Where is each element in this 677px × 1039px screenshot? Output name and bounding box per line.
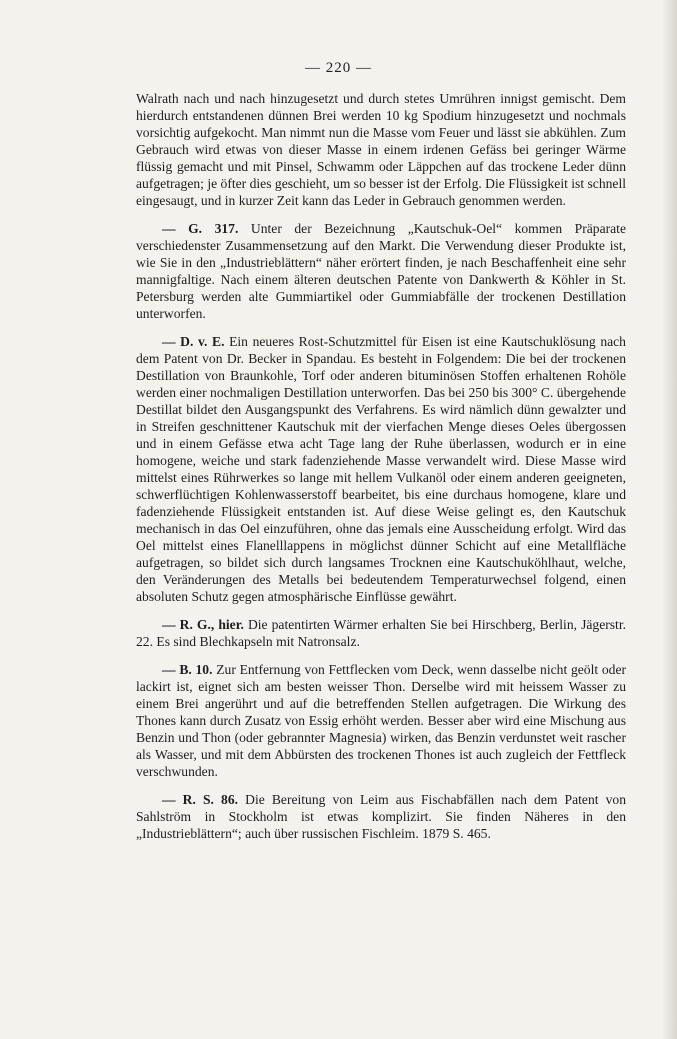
paragraph-b10 [136, 661, 626, 780]
page-edge-shadow [663, 0, 677, 1039]
paragraph-walrath [136, 90, 626, 209]
query-sigla: — B. 10. [162, 662, 213, 677]
paragraph-rg [136, 616, 626, 650]
paragraph-rs86 [136, 791, 626, 842]
paragraph-g317 [136, 220, 626, 322]
paragraph-text: Walrath nach und nach hinzugesetzt und durch stetes Umrühren innigst gemischt. Dem hierdurch entstandenen dünnen Brei werden 10 kg Spodium hinzugesetzt und nochmals vorsichtig aufgekocht. Man nimmt nun die Masse vom Feuer und lässt sie abkühlen. Zum Gebrauch wird etwas von dieser Masse in einem irdenen Gefäss bei geringer Wärme flüssig gemacht und mit Pinsel, Schwamm oder Läppchen auf das trockene Leder dünn aufgetragen; je öfter dies geschieht, um so besser ist der Erfolg. Die Flüssigkeit ist schnell eingesaugt, und in kurzer Zeit kann das Leder in Gebrauch genommen werden. [136, 91, 627, 208]
query-sigla: — R. G., hier. [162, 617, 244, 632]
query-sigla: — R. S. 86. [162, 792, 239, 807]
page-number: — 220 — [305, 60, 372, 76]
query-sigla: — G. 317. [162, 221, 239, 236]
paragraph-text: Unter der Bezeichnung „Kautschuk-Oel“ kommen Präparate verschiedenster Zusammensetzung auf den Markt. Die Verwendung dieser Produkte ist, wie Sie in den „Industrieblättern“ näher erörtert finden, je nach Beschaffenheit eine sehr mannigfaltige. Nach einem älteren deutschen Patente von Dankwerth & Köhler in St. Petersburg werden alte Gummiartikel oder Gummiabfälle der trockenen Destillation unterworfen. [136, 221, 626, 321]
paragraph-text: Ein neueres Rost-Schutzmittel für Eisen ist eine Kautschuklösung nach dem Patent von Dr. Becker in Spandau. Es besteht in Folgendem: Die bei der trockenen Destillation von Braunkohle, Torf oder anderen bituminösen Stoffen erhaltenen Rohöle werden einer nochmaligen Destillation unterworfen. Das bei 250 bis 300° C. übergehende Destillat bildet den Ausgangspunkt des Verfahrens. Es wird nämlich dünn gewalzter und in Streifen geschnittener Kautschuk mit der vierfachen Menge dieses Oeles übergossen und in einem Gefässe etwa acht Tage lang der Ruhe überlassen, wodurch er in eine homogene, weiche und stark fadenziehende Masse verwandelt wird. Diese Masse wird mittelst eines Rührwerkes so lange mit hellem Vulkanöl oder einem anderen geeigneten, schwerflüchtigen Kohlenwasserstoff bearbeitet, bis eine durchaus homogene, klare und fadenziehende Flüssigkeit entstanden ist. Auf diese Weise gelingt es, den Kautschuk mechanisch in das Oel einzuführen, ohne das jemals eine Ausscheidung erfolgt. Wird das Oel mittelst eines Flanelllappens in möglichst dünner Schicht auf eine Metallfläche aufgetragen, so bildet sich durch langsames Trocknen eine Kautschuköhlhaut, welche, den Veränderungen des Metalls bei bedeutendem Temperaturwechsel folgend, einen absoluten Schutz gegen atmosphärische Einflüsse gewährt. [136, 334, 626, 604]
query-sigla: — D. v. E. [162, 334, 225, 349]
paragraph-dve [136, 333, 626, 605]
paragraph-text: Zur Entfernung von Fettflecken vom Deck, wenn dasselbe nicht geölt oder lackirt ist, eignet sich am besten weisser Thon. Derselbe wird mit heissem Wasser zu einem Brei angerührt und auf die betreffenden Stellen aufgetragen. Die Wirkung des Thones kann durch Zusatz von Essig erhöht werden. Besser aber wird eine Mischung aus Benzin und Thon (oder gebrannter Magnesia) wirken, das Benzin verdunstet weit rascher als Wasser, und mit dem Abbürsten des trockenen Thones ist auch zugleich der Fettfleck verschwunden. [136, 662, 627, 779]
paragraph-text: Die patentirten Wärmer erhalten Sie bei Hirschberg, Berlin, Jägerstr. 22. Es sind Blechkapseln mit Natronsalz. [136, 617, 626, 649]
body-text [136, 90, 626, 853]
paragraph-text: Die Bereitung von Leim aus Fischabfällen nach dem Patent von Sahlström in Stockholm ist etwas komplizirt. Sie finden Näheres in den „Industrieblättern“; auch über russischen Fischleim. 1879 S. 465. [136, 792, 626, 841]
